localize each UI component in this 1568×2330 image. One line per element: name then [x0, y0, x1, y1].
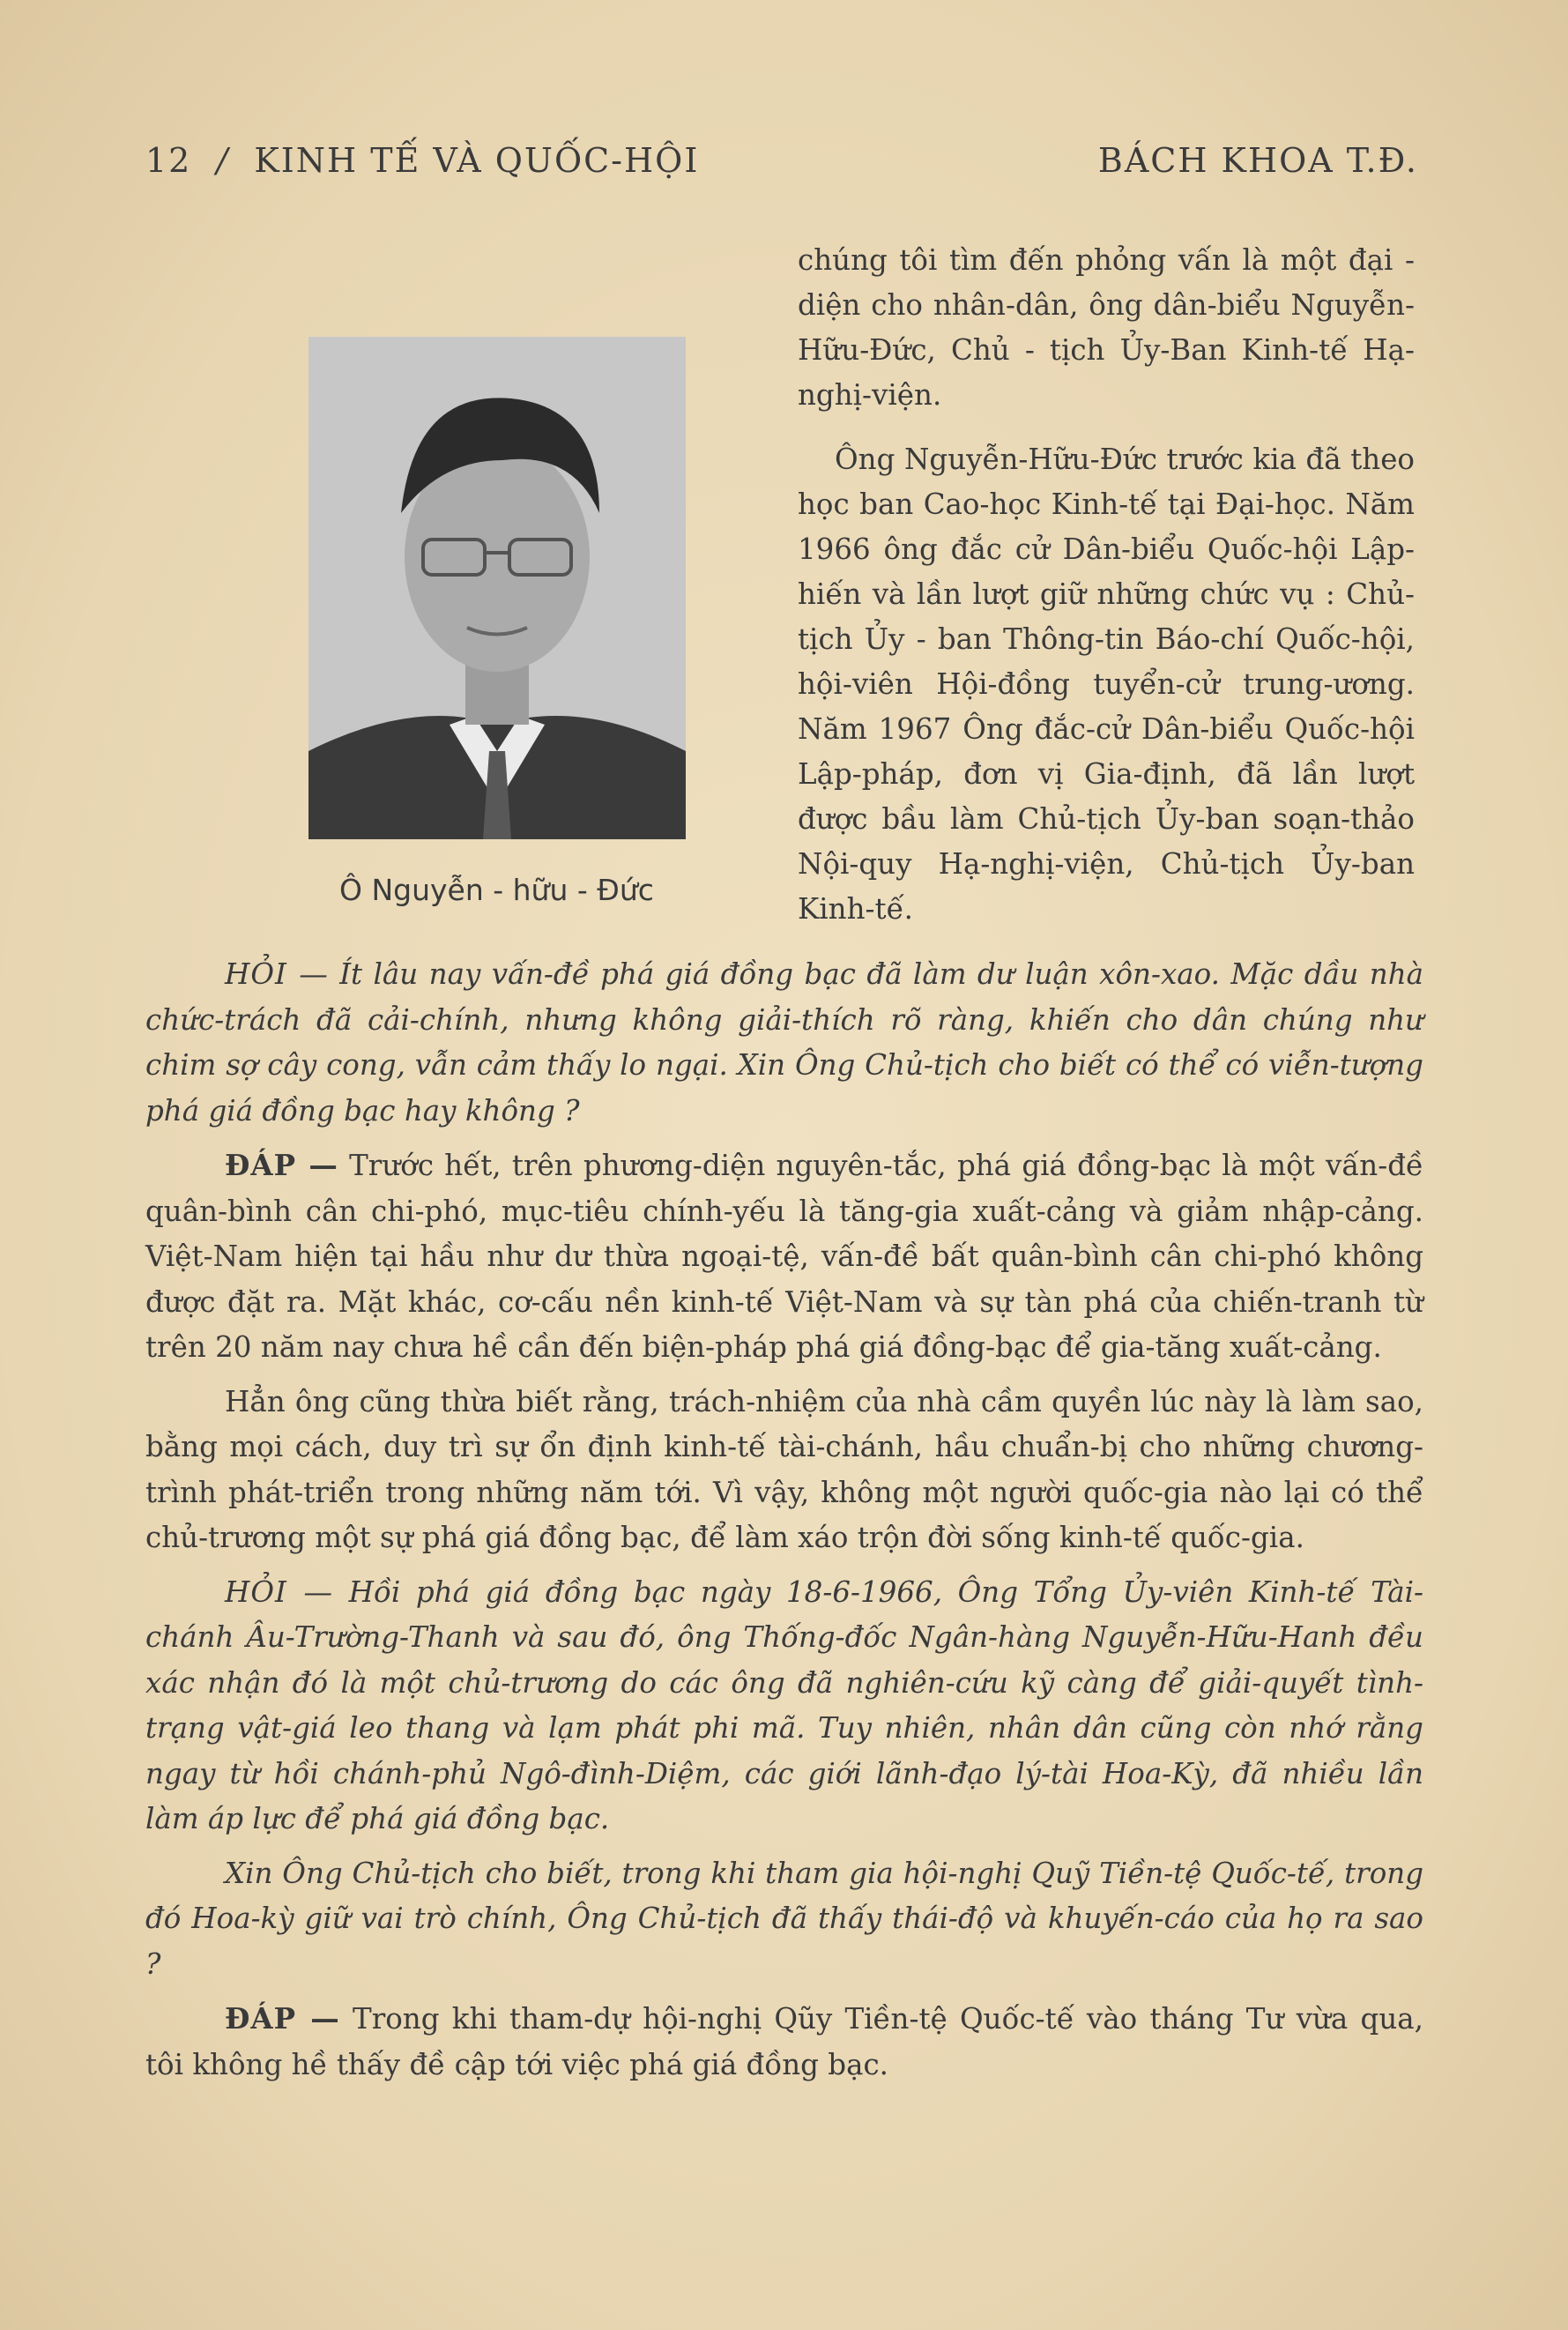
portrait-drawing [308, 337, 686, 839]
header-left [145, 141, 711, 180]
answer-1 [145, 1143, 1423, 1371]
intro-paragraph-2: Ông Nguyễn-Hữu-Đức trước kia đã theo học ban Cao-học Kinh-tế tại Đại-học. Năm 1966 ông đắc cử Dân-biểu Quốc-hội Lập-hiến và lần lượt giữ những chức vụ : Chủ-tịch Ủy - ban Thông-tin Báo-chí Quốc-hội, hội-viên Hội-đồng tuyển-cử trung-ương. Năm 1967 Ông đắc-cử Dân-biểu Quốc-hội Lập-pháp, đơn vị Gia-định, đã lần lượt được bầu làm Chủ-tịch Ủy-ban soạn-thảo Nội-quy Hạ-nghị-viện, Chủ-tịch Ủy-ban Kinh-tế. [798, 443, 1415, 926]
portrait-photo [308, 337, 686, 839]
intro-paragraph-1: chúng tôi tìm đến phỏng vấn là một đại - diện cho nhân-dân, ông dân-biểu Nguyễn-Hữu-Đức, Chủ - tịch Ủy-Ban Kinh-tế Hạ-nghị-viện. [798, 243, 1415, 412]
answer-label: ĐÁP — [225, 2001, 340, 2036]
question-2-text: Hồi phá giá đồng bạc ngày 18-6-1966, Ông Tổng Ủy-viên Kinh-tế Tài-chánh Âu-Trường-Thanh và sau đó, ông Thống-đốc Ngân-hàng Nguyễn-Hữu-Hanh đều xác nhận đó là một chủ-trương do các ông đã nghiên-cứu kỹ càng để giải-quyết tình-trạng vật-giá leo thang và lạm phát phi mã. Tuy nhiên, nhân dân cũng còn nhớ rằng ngay từ hồi chánh-phủ Ngô-đình-Diệm, các giới lãnh-đạo lý-tài Hoa-Kỳ, đã nhiều lần làm áp lực để phá giá đồng bạc. [145, 1574, 1423, 1835]
answer-label: ĐÁP — [225, 1148, 338, 1182]
question-1 [145, 952, 1423, 1134]
answer-2-text: Trong khi tham-dự hội-nghị Qũy Tiền-tệ Quốc-tế vào tháng Tư vừa qua, tôi không hề thấy đề cập tới việc phá giá đồng bạc. [145, 2002, 1423, 2081]
answer-2 [145, 1996, 1423, 2088]
photo-caption: Ô Nguyễn - hữu - Đức [339, 873, 654, 907]
answer-1-continued: Hẳn ông cũng thừa biết rằng, trách-nhiệm của nhà cầm quyền lúc này là làm sao, bằng mọi cách, duy trì sự ổn định kinh-tế tài-chánh, hầu chuẩn-bị cho những chương-trình phát-triển trong những năm tới. Vì vậy, không một người quốc-gia nào lại có thể chủ-trương một sự phá giá đồng bạc, để làm xáo trộn đời sống kinh-tế quốc-gia. [145, 1384, 1423, 1554]
publication-name: BÁCH KHOA T.Đ. [1097, 141, 1418, 180]
section-title: KINH TẾ VÀ QUỐC-HỘI [254, 141, 700, 180]
question-2 [145, 1570, 1423, 1842]
question-label: HỎI — [225, 1574, 333, 1609]
answer-1-text: Trước hết, trên phương-diện nguyên-tắc, phá giá đồng-bạc là một vấn-đề quân-bình cân chi-phó, mục-tiêu chính-yếu là tăng-gia xuất-cảng và giảm nhập-cảng. Việt-Nam hiện tại hầu như dư thừa ngoại-tệ, vấn-đề bất quân-bình cân chi-phó không được đặt ra. Mặt khác, cơ-cấu nền kinh-tế Việt-Nam và sự tàn phá của chiến-tranh từ trên 20 năm nay chưa hề cần đến biện-pháp phá giá đồng-bạc để gia-tăng xuất-cảng. [145, 1149, 1423, 1364]
interview-body [145, 952, 1423, 2096]
page-header [145, 141, 1418, 180]
page-number: 12 [145, 141, 192, 180]
header-separator: / [216, 141, 230, 180]
question-2-continued: Xin Ông Chủ-tịch cho biết, trong khi tham gia hội-nghị Quỹ Tiền-tệ Quốc-tế, trong đó Hoa-kỳ giữ vai trò chính, Ông Chủ-tịch đã thấy thái-độ và khuyến-cáo của họ ra sao ? [145, 1856, 1423, 1981]
question-1-text: Ít lâu nay vấn-đề phá giá đồng bạc đã làm dư luận xôn-xao. Mặc dầu nhà chức-trách đã cải-chính, nhưng không giải-thích rõ ràng, khiến cho dân chúng như chim sợ cây cong, vẫn cảm thấy lo ngại. Xin Ông Chủ-tịch cho biết có thể có viễn-tượng phá giá đồng bạc hay không ? [145, 957, 1424, 1128]
portrait-image [308, 337, 686, 839]
question-label: HỎI — [225, 957, 329, 991]
intro-column [798, 238, 1415, 932]
